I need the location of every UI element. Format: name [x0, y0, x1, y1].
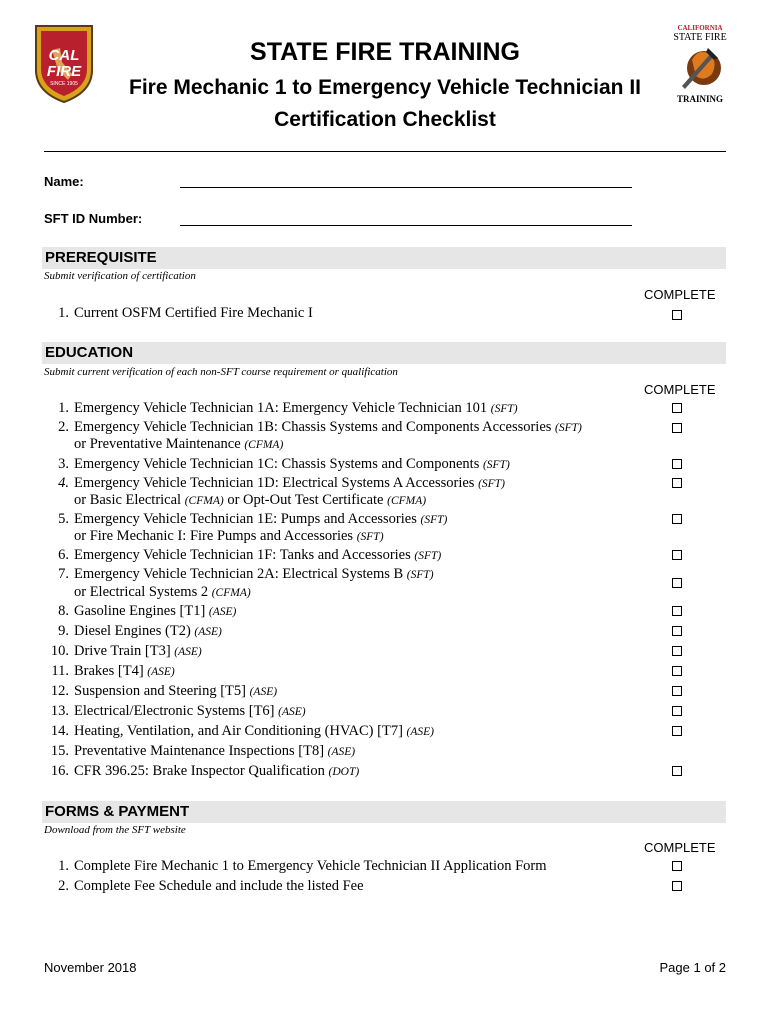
item-text: Emergency Vehicle Technician 1C: Chassis Systems and Components	[74, 456, 483, 472]
item-number: 12.	[50, 683, 69, 699]
item-number: 4.	[58, 475, 69, 491]
item-text: CFR 396.25: Brake Inspector Qualification	[74, 763, 329, 779]
item-text: Current OSFM Certified Fire Mechanic I	[74, 305, 313, 321]
education-checkbox-16[interactable]	[672, 766, 682, 776]
item-cont-tag-2: (CFMA)	[387, 495, 427, 507]
education-item	[58, 419, 582, 436]
item-tag: (ASE)	[406, 726, 434, 738]
logo-fire-text: FIRE	[46, 63, 82, 80]
page-subtitle-line1: Fire Mechanic 1 to Emergency Vehicle Technician II	[129, 76, 641, 99]
education-heading: EDUCATION	[45, 344, 134, 361]
item-number: 13.	[50, 703, 69, 719]
item-number: 10.	[50, 643, 69, 659]
item-number: 14.	[50, 723, 69, 739]
item-text: Emergency Vehicle Technician 2A: Electrical Systems B	[74, 566, 407, 582]
education-item	[51, 663, 175, 680]
logo-state-fire-text: STATE FIRE	[673, 32, 727, 43]
logo-cal-text: CAL	[48, 47, 80, 64]
page-subtitle-line2: Certification Checklist	[274, 108, 496, 131]
item-text: Emergency Vehicle Technician 1E: Pumps and Accessories	[74, 511, 421, 527]
item-text: Electrical/Electronic Systems [T6]	[74, 703, 279, 719]
item-tag: (SFT)	[555, 422, 582, 434]
item-text: Gasoline Engines [T1]	[74, 603, 209, 619]
forms-section-header	[42, 801, 726, 823]
item-tag: (SFT)	[490, 403, 518, 415]
education-item-continuation	[74, 584, 251, 601]
item-number: 3.	[58, 456, 69, 472]
item-tag: (DOT)	[328, 766, 360, 778]
item-number: 15.	[50, 743, 69, 759]
item-cont-text-2: or Opt-Out Test Certificate	[223, 492, 388, 508]
forms-item	[58, 878, 364, 895]
education-checkbox-3[interactable]	[672, 459, 682, 469]
sft-id-field[interactable]	[180, 225, 632, 226]
education-item	[50, 743, 356, 760]
education-item-continuation	[74, 436, 283, 453]
education-checkbox-12[interactable]	[672, 686, 682, 696]
prerequisite-heading: PREREQUISITE	[45, 249, 157, 266]
item-tag: (SFT)	[482, 459, 510, 471]
education-section-header	[42, 342, 726, 364]
item-text: Complete Fee Schedule and include the listed Fee	[74, 878, 364, 894]
page-title: STATE FIRE TRAINING	[250, 38, 520, 66]
item-number: 2.	[58, 419, 69, 435]
prerequisite-section-header	[42, 247, 726, 269]
education-item	[50, 703, 306, 720]
logo-since-text: SINCE 1905	[50, 81, 78, 87]
education-checkbox-5[interactable]	[672, 514, 682, 524]
item-number: 11.	[51, 663, 69, 679]
education-checkbox-9[interactable]	[672, 626, 682, 636]
item-text: Suspension and Steering [T5]	[74, 683, 250, 699]
education-checkbox-1[interactable]	[672, 403, 682, 413]
item-text: Diesel Engines (T2)	[74, 623, 195, 639]
forms-heading: FORMS & PAYMENT	[45, 803, 190, 820]
education-item	[58, 623, 222, 640]
item-cont-text: or Preventative Maintenance	[74, 436, 245, 452]
logo-training-text: TRAINING	[676, 94, 724, 104]
education-item	[58, 456, 510, 473]
item-number: 1.	[58, 858, 69, 874]
item-number: 8.	[58, 603, 69, 619]
item-text: Drive Train [T3]	[74, 643, 175, 659]
forms-checkbox-2[interactable]	[672, 881, 682, 891]
item-number: 5.	[58, 511, 69, 527]
item-cont-tag: (CFMA)	[184, 495, 224, 507]
forms-item	[58, 858, 547, 875]
item-text: Emergency Vehicle Technician 1B: Chassis Systems and Components Accessories	[74, 419, 556, 435]
item-tag: (ASE)	[327, 746, 356, 758]
item-text: Emergency Vehicle Technician 1A: Emergency Vehicle Technician 101	[74, 400, 491, 416]
education-item	[50, 723, 434, 740]
education-checkbox-6[interactable]	[672, 550, 682, 560]
item-number: 16.	[50, 763, 69, 779]
education-checkbox-11[interactable]	[672, 666, 682, 676]
prerequisite-checkbox-1[interactable]	[672, 310, 682, 320]
item-tag: (ASE)	[194, 626, 222, 638]
education-item	[50, 763, 360, 780]
prerequisite-complete-label: COMPLETE	[644, 287, 716, 302]
item-cont-tag: (CFMA)	[211, 587, 251, 599]
item-cont-tag: (CFMA)	[244, 439, 284, 451]
item-cont-text: or Fire Mechanic I: Fire Pumps and Accessories	[74, 528, 357, 544]
item-text: Heating, Ventilation, and Air Conditioning (HVAC) [T7]	[74, 723, 407, 739]
name-field[interactable]	[180, 187, 632, 188]
item-number: 6.	[58, 547, 69, 563]
education-checkbox-4[interactable]	[672, 478, 682, 488]
item-tag: (ASE)	[278, 706, 306, 718]
education-checkbox-14[interactable]	[672, 726, 682, 736]
education-checkbox-10[interactable]	[672, 646, 682, 656]
item-number: 9.	[58, 623, 69, 639]
education-checkbox-13[interactable]	[672, 706, 682, 716]
forms-complete-label: COMPLETE	[644, 840, 716, 855]
education-item	[50, 683, 278, 700]
education-item	[58, 547, 442, 564]
education-item	[58, 400, 518, 417]
item-tag: (ASE)	[147, 666, 175, 678]
item-text: Brakes [T4]	[74, 663, 148, 679]
education-item-continuation	[74, 492, 426, 509]
education-item	[58, 566, 434, 583]
item-tag: (ASE)	[208, 606, 237, 618]
item-cont-tag: (SFT)	[356, 531, 384, 543]
forms-checkbox-1[interactable]	[672, 861, 682, 871]
education-note: Submit current verification of each non-SFT course requirement or qualification	[44, 366, 398, 378]
item-cont-text: or Basic Electrical	[74, 492, 185, 508]
education-item	[58, 475, 505, 492]
sft-id-label: SFT ID Number:	[44, 211, 143, 226]
item-cont-text: or Electrical Systems 2	[74, 584, 212, 600]
prerequisite-note: Submit verification of certification	[44, 270, 196, 282]
item-tag: (SFT)	[478, 478, 505, 490]
footer-page-number: Page 1 of 2	[659, 960, 726, 975]
item-number: 1.	[58, 400, 69, 416]
name-label: Name:	[44, 174, 84, 189]
forms-note: Download from the SFT website	[44, 824, 186, 836]
item-tag: (ASE)	[249, 686, 278, 698]
item-number: 1.	[58, 305, 69, 321]
education-item	[58, 603, 237, 620]
footer-date: November 2018	[44, 960, 137, 975]
header-divider	[44, 151, 726, 152]
prerequisite-item	[58, 305, 313, 322]
education-complete-label: COMPLETE	[644, 382, 716, 397]
item-tag: (SFT)	[406, 569, 434, 581]
item-number: 7.	[58, 566, 69, 582]
education-checkbox-8[interactable]	[672, 606, 682, 616]
item-text: Emergency Vehicle Technician 1D: Electrical Systems A Accessories	[74, 475, 479, 491]
education-item-continuation	[74, 528, 384, 545]
education-checkbox-2[interactable]	[672, 423, 682, 433]
item-number: 2.	[58, 878, 69, 894]
item-tag: (SFT)	[414, 550, 442, 562]
logo-california-text: CALIFORNIA	[677, 24, 723, 32]
item-tag: (SFT)	[420, 514, 448, 526]
item-text: Complete Fire Mechanic 1 to Emergency Vehicle Technician II Application Form	[74, 858, 547, 874]
item-text: Emergency Vehicle Technician 1F: Tanks and Accessories	[74, 547, 415, 563]
education-item	[50, 643, 202, 660]
education-checkbox-7[interactable]	[672, 578, 682, 588]
item-text: Preventative Maintenance Inspections [T8]	[74, 743, 328, 759]
item-tag: (ASE)	[174, 646, 202, 658]
education-item	[58, 511, 448, 528]
